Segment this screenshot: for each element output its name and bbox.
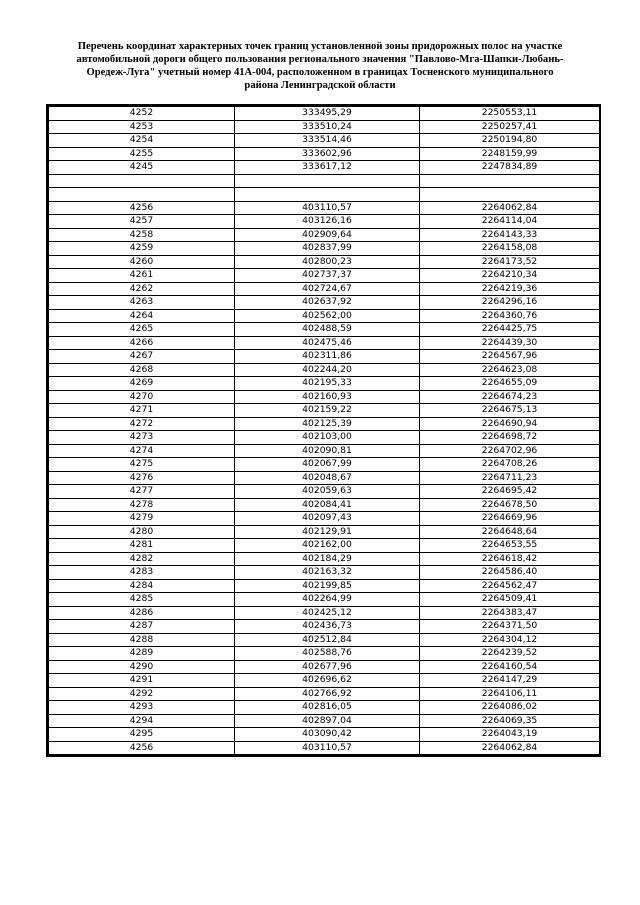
y-coordinate-cell: 2264648,64 [420, 525, 600, 539]
x-coordinate-cell: 403110,57 [235, 741, 420, 755]
point-number-cell: 4245 [49, 161, 235, 175]
x-coordinate-cell: 402264,99 [235, 593, 420, 607]
x-coordinate-cell: 333617,12 [235, 161, 420, 175]
point-number-cell: 4270 [49, 390, 235, 404]
point-number-cell: 4256 [49, 741, 235, 755]
y-coordinate-cell: 2264160,54 [420, 660, 600, 674]
table-row [49, 174, 600, 188]
y-coordinate-cell: 2264653,55 [420, 539, 600, 553]
title-line: автомобильной дороги общего пользования регионального значения "Павлово-Мга-Шапки-Любань- [76, 54, 564, 65]
y-coordinate-cell: 2264069,35 [420, 714, 600, 728]
table-row [49, 593, 600, 607]
y-coordinate-cell: 2248159,99 [420, 147, 600, 161]
title-line: Перечень координат характерных точек границ установленной зоны придорожных полос на участке [77, 41, 563, 52]
y-coordinate-cell: 2264062,84 [420, 741, 600, 755]
point-number-cell: 4284 [49, 579, 235, 593]
table-row [49, 431, 600, 445]
x-coordinate-cell: 403090,42 [235, 728, 420, 742]
point-number-cell: 4262 [49, 282, 235, 296]
table-row [49, 377, 600, 391]
y-coordinate-cell: 2264173,52 [420, 255, 600, 269]
table-row [49, 566, 600, 580]
table-row [49, 242, 600, 256]
y-coordinate-cell: 2264509,41 [420, 593, 600, 607]
point-number-cell: 4288 [49, 633, 235, 647]
x-coordinate-cell: 402425,12 [235, 606, 420, 620]
x-coordinate-cell: 402724,67 [235, 282, 420, 296]
x-coordinate-cell: 402090,81 [235, 444, 420, 458]
x-coordinate-cell: 402475,46 [235, 336, 420, 350]
y-coordinate-cell: 2264086,02 [420, 701, 600, 715]
table-row [49, 552, 600, 566]
point-number-cell: 4281 [49, 539, 235, 553]
y-coordinate-cell: 2264239,52 [420, 647, 600, 661]
y-coordinate-cell: 2264360,76 [420, 309, 600, 323]
table-row [49, 512, 600, 526]
point-number-cell: 4269 [49, 377, 235, 391]
y-coordinate-cell: 2264678,50 [420, 498, 600, 512]
table-row [49, 147, 600, 161]
x-coordinate-cell: 402512,84 [235, 633, 420, 647]
x-coordinate-cell: 402488,59 [235, 323, 420, 337]
y-coordinate-cell: 2264708,26 [420, 458, 600, 472]
point-number-cell: 4272 [49, 417, 235, 431]
x-coordinate-cell: 402184,29 [235, 552, 420, 566]
y-coordinate-cell: 2264586,40 [420, 566, 600, 580]
y-coordinate-cell: 2264043,19 [420, 728, 600, 742]
table-row [49, 525, 600, 539]
table-row [49, 161, 600, 175]
y-coordinate-cell: 2264439,30 [420, 336, 600, 350]
table-row [49, 336, 600, 350]
point-number-cell: 4271 [49, 404, 235, 418]
y-coordinate-cell: 2264147,29 [420, 674, 600, 688]
y-coordinate-cell: 2264618,42 [420, 552, 600, 566]
point-number-cell: 4261 [49, 269, 235, 283]
x-coordinate-cell: 402125,39 [235, 417, 420, 431]
table-row [49, 201, 600, 215]
point-number-cell: 4260 [49, 255, 235, 269]
table-row [49, 701, 600, 715]
table-row [49, 579, 600, 593]
x-coordinate-cell: 402816,05 [235, 701, 420, 715]
table-row [49, 485, 600, 499]
y-coordinate-cell: 2264383,47 [420, 606, 600, 620]
x-coordinate-cell: 402195,33 [235, 377, 420, 391]
x-coordinate-cell: 402562,00 [235, 309, 420, 323]
table-row [49, 107, 600, 121]
y-coordinate-cell: 2264702,96 [420, 444, 600, 458]
y-coordinate-cell: 2264698,72 [420, 431, 600, 445]
table-row [49, 647, 600, 661]
y-coordinate-cell: 2264562,47 [420, 579, 600, 593]
point-number-cell: 4289 [49, 647, 235, 661]
point-number-cell: 4293 [49, 701, 235, 715]
x-coordinate-cell: 333495,29 [235, 107, 420, 121]
y-coordinate-cell: 2264304,12 [420, 633, 600, 647]
table-row [49, 620, 600, 634]
x-coordinate-cell: 402097,43 [235, 512, 420, 526]
y-coordinate-cell: 2264674,23 [420, 390, 600, 404]
table-row [49, 363, 600, 377]
y-coordinate-cell: 2264623,08 [420, 363, 600, 377]
table-row [49, 390, 600, 404]
point-number-cell: 4294 [49, 714, 235, 728]
x-coordinate-cell: 402637,92 [235, 296, 420, 310]
table-row [49, 471, 600, 485]
table-row [49, 714, 600, 728]
point-number-cell: 4280 [49, 525, 235, 539]
table-row [49, 498, 600, 512]
y-coordinate-cell: 2264143,33 [420, 228, 600, 242]
y-coordinate-cell [420, 188, 600, 202]
x-coordinate-cell [235, 174, 420, 188]
y-coordinate-cell: 2264669,96 [420, 512, 600, 526]
point-number-cell: 4265 [49, 323, 235, 337]
x-coordinate-cell: 402837,99 [235, 242, 420, 256]
point-number-cell: 4290 [49, 660, 235, 674]
y-coordinate-cell: 2250194,80 [420, 134, 600, 148]
table-row [49, 228, 600, 242]
coordinates-table-frame [46, 104, 601, 757]
x-coordinate-cell: 402737,37 [235, 269, 420, 283]
table-row [49, 444, 600, 458]
table-row [49, 458, 600, 472]
table-row [49, 687, 600, 701]
table-row [49, 323, 600, 337]
x-coordinate-cell: 402048,67 [235, 471, 420, 485]
x-coordinate-cell: 402244,20 [235, 363, 420, 377]
table-row [49, 606, 600, 620]
y-coordinate-cell: 2264114,04 [420, 215, 600, 229]
point-number-cell: 4287 [49, 620, 235, 634]
point-number-cell: 4286 [49, 606, 235, 620]
point-number-cell: 4275 [49, 458, 235, 472]
x-coordinate-cell: 402160,93 [235, 390, 420, 404]
point-number-cell: 4267 [49, 350, 235, 364]
x-coordinate-cell: 402067,99 [235, 458, 420, 472]
y-coordinate-cell: 2264062,84 [420, 201, 600, 215]
point-number-cell: 4277 [49, 485, 235, 499]
table-row [49, 741, 600, 755]
x-coordinate-cell: 402162,00 [235, 539, 420, 553]
point-number-cell: 4278 [49, 498, 235, 512]
document-title [40, 40, 600, 92]
x-coordinate-cell: 402311,86 [235, 350, 420, 364]
point-number-cell: 4282 [49, 552, 235, 566]
x-coordinate-cell: 402199,85 [235, 579, 420, 593]
point-number-cell: 4257 [49, 215, 235, 229]
point-number-cell: 4266 [49, 336, 235, 350]
y-coordinate-cell: 2264690,94 [420, 417, 600, 431]
table-row [49, 674, 600, 688]
table-row [49, 728, 600, 742]
y-coordinate-cell: 2264371,50 [420, 620, 600, 634]
point-number-cell: 4255 [49, 147, 235, 161]
x-coordinate-cell: 403126,16 [235, 215, 420, 229]
y-coordinate-cell: 2250257,41 [420, 120, 600, 134]
table-row [49, 404, 600, 418]
coordinates-table [48, 106, 600, 755]
x-coordinate-cell: 402159,22 [235, 404, 420, 418]
title-line: района Ленинградской области [244, 80, 396, 91]
title-line: Оредеж-Луга" учетный номер 41А-004, расположенном в границах Тосненского муниципального [86, 67, 554, 78]
y-coordinate-cell: 2264106,11 [420, 687, 600, 701]
x-coordinate-cell: 402129,91 [235, 525, 420, 539]
x-coordinate-cell: 402696,62 [235, 674, 420, 688]
table-row [49, 134, 600, 148]
point-number-cell: 4274 [49, 444, 235, 458]
table-row [49, 296, 600, 310]
table-row [49, 633, 600, 647]
y-coordinate-cell: 2250553,11 [420, 107, 600, 121]
point-number-cell: 4253 [49, 120, 235, 134]
point-number-cell: 4285 [49, 593, 235, 607]
x-coordinate-cell: 402909,64 [235, 228, 420, 242]
point-number-cell: 4264 [49, 309, 235, 323]
y-coordinate-cell: 2264425,75 [420, 323, 600, 337]
y-coordinate-cell: 2264219,36 [420, 282, 600, 296]
table-row [49, 660, 600, 674]
point-number-cell [49, 188, 235, 202]
table-row [49, 269, 600, 283]
point-number-cell: 4254 [49, 134, 235, 148]
point-number-cell: 4279 [49, 512, 235, 526]
y-coordinate-cell: 2264296,16 [420, 296, 600, 310]
table-row [49, 255, 600, 269]
y-coordinate-cell: 2264567,96 [420, 350, 600, 364]
table-row [49, 215, 600, 229]
x-coordinate-cell: 402103,00 [235, 431, 420, 445]
point-number-cell: 4291 [49, 674, 235, 688]
y-coordinate-cell: 2264210,34 [420, 269, 600, 283]
x-coordinate-cell: 402163,32 [235, 566, 420, 580]
x-coordinate-cell: 402588,76 [235, 647, 420, 661]
y-coordinate-cell: 2247834,89 [420, 161, 600, 175]
coordinates-table-body [49, 107, 600, 755]
table-row [49, 539, 600, 553]
x-coordinate-cell: 402897,04 [235, 714, 420, 728]
y-coordinate-cell: 2264655,09 [420, 377, 600, 391]
x-coordinate-cell: 333602,96 [235, 147, 420, 161]
point-number-cell: 4276 [49, 471, 235, 485]
y-coordinate-cell [420, 174, 600, 188]
x-coordinate-cell: 402677,96 [235, 660, 420, 674]
y-coordinate-cell: 2264695,42 [420, 485, 600, 499]
table-row [49, 309, 600, 323]
point-number-cell: 4263 [49, 296, 235, 310]
x-coordinate-cell: 402766,92 [235, 687, 420, 701]
point-number-cell: 4256 [49, 201, 235, 215]
point-number-cell: 4292 [49, 687, 235, 701]
x-coordinate-cell: 402436,73 [235, 620, 420, 634]
x-coordinate-cell: 333510,24 [235, 120, 420, 134]
point-number-cell: 4259 [49, 242, 235, 256]
y-coordinate-cell: 2264158,08 [420, 242, 600, 256]
point-number-cell: 4252 [49, 107, 235, 121]
table-row [49, 188, 600, 202]
table-row [49, 120, 600, 134]
point-number-cell: 4273 [49, 431, 235, 445]
x-coordinate-cell: 402059,63 [235, 485, 420, 499]
point-number-cell [49, 174, 235, 188]
table-row [49, 417, 600, 431]
x-coordinate-cell: 402084,41 [235, 498, 420, 512]
point-number-cell: 4283 [49, 566, 235, 580]
table-row [49, 282, 600, 296]
y-coordinate-cell: 2264675,13 [420, 404, 600, 418]
x-coordinate-cell [235, 188, 420, 202]
table-row [49, 350, 600, 364]
x-coordinate-cell: 402800,23 [235, 255, 420, 269]
point-number-cell: 4295 [49, 728, 235, 742]
point-number-cell: 4258 [49, 228, 235, 242]
x-coordinate-cell: 333514,46 [235, 134, 420, 148]
point-number-cell: 4268 [49, 363, 235, 377]
y-coordinate-cell: 2264711,23 [420, 471, 600, 485]
x-coordinate-cell: 403110,57 [235, 201, 420, 215]
